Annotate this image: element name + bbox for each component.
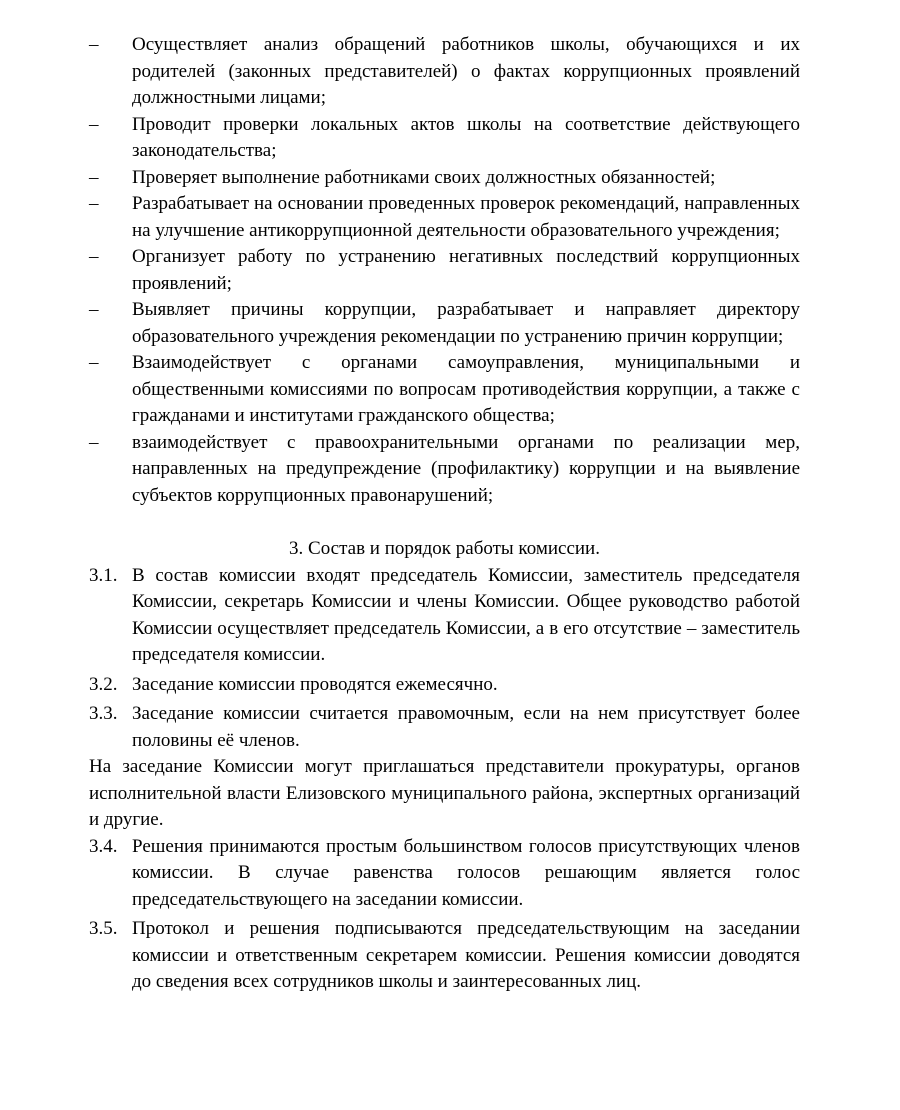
clause-number: 3.4.: [89, 835, 118, 857]
dash-marker: –: [89, 352, 99, 373]
clause-item: [89, 672, 800, 699]
clause-number: 3.2.: [89, 673, 118, 695]
duty-item: [89, 112, 800, 165]
duty-item: [89, 32, 800, 112]
duty-item: [89, 165, 800, 192]
duty-item: [89, 430, 800, 510]
clause-item: [89, 916, 800, 996]
document-page: [89, 32, 800, 996]
section-heading: 3. Состав и порядок работы комиссии.: [289, 538, 600, 559]
dash-marker: –: [89, 113, 99, 135]
clause-text: Протокол и решения подписываются председательствующим на заседании комиссии и ответственным секретарем комиссии. Решения комиссии доводятся до сведения всех сотрудников школы и заинтересованных лиц.: [132, 918, 800, 992]
dash-marker: –: [89, 166, 99, 188]
numbered-list-b: [89, 834, 800, 996]
duty-item: [89, 191, 800, 244]
clause-number: 3.5.: [89, 918, 118, 939]
clause-number: 3.3.: [89, 703, 118, 724]
clause-text: Заседание комиссии проводятся ежемесячно.: [132, 673, 498, 695]
duties-list: [89, 32, 800, 509]
clause-item: [89, 834, 800, 914]
body-paragraph: На заседание Комиссии могут приглашаться представители прокуратуры, органов исполнительной власти Елизовского муниципального района, экспертных организаций и другие.: [89, 756, 800, 830]
dash-marker: –: [89, 193, 99, 214]
duty-text: Организует работу по устранению негативных последствий коррупционных проявлений;: [132, 246, 800, 294]
clause-item: [89, 563, 800, 669]
dash-marker: –: [89, 431, 99, 453]
dash-marker: –: [89, 246, 99, 267]
dash-marker: –: [89, 299, 99, 320]
numbered-list-a: [89, 563, 800, 755]
duty-item: [89, 350, 800, 430]
duty-text: Проверяет выполнение работниками своих должностных обязанностей;: [132, 166, 716, 188]
duty-text: Взаимодействует с органами самоуправления, муниципальными и общественными комиссиями по вопросам противодействия коррупции, а также с гражданами и институтами гражданского общества;: [132, 352, 800, 426]
duty-text: Проводит проверки локальных актов школы на соответствие действующего законодательства;: [132, 113, 800, 161]
duty-text: Осуществляет анализ обращений работников школы, обучающихся и их родителей (законных представителей) о фактах коррупционных проявлений должностными лицами;: [132, 34, 800, 108]
clause-text: Решения принимаются простым большинством голосов присутствующих членов комиссии. В случае равенства голосов решающим является голос председательствующего на заседании комиссии.: [132, 835, 800, 910]
duty-text: Выявляет причины коррупции, разрабатывает и направляет директору образовательного учреждения рекомендации по устранению причин коррупции;: [132, 299, 800, 347]
clause-item: [89, 701, 800, 754]
duty-text: Разрабатывает на основании проведенных проверок рекомендаций, направленных на улучшение антикоррупционной деятельности образовательного учреждения;: [132, 193, 800, 241]
duty-text: взаимодействует с правоохранительными органами по реализации мер, направленных на предупреждение (профилактику) коррупции и на выявление субъектов коррупционных правонарушений;: [132, 431, 800, 506]
dash-marker: –: [89, 34, 99, 55]
duty-item: [89, 297, 800, 350]
duty-item: [89, 244, 800, 297]
clause-number: 3.1.: [89, 564, 118, 586]
clause-text: В состав комиссии входят председатель Комиссии, заместитель председателя Комиссии, секретарь Комиссии и члены Комиссии. Общее руководство работой Комиссии осуществляет председатель Комиссии, а в его отсутствие – заместитель председателя комиссии.: [132, 564, 800, 665]
clause-text: Заседание комиссии считается правомочным, если на нем присутствует более половины её членов.: [132, 703, 800, 751]
